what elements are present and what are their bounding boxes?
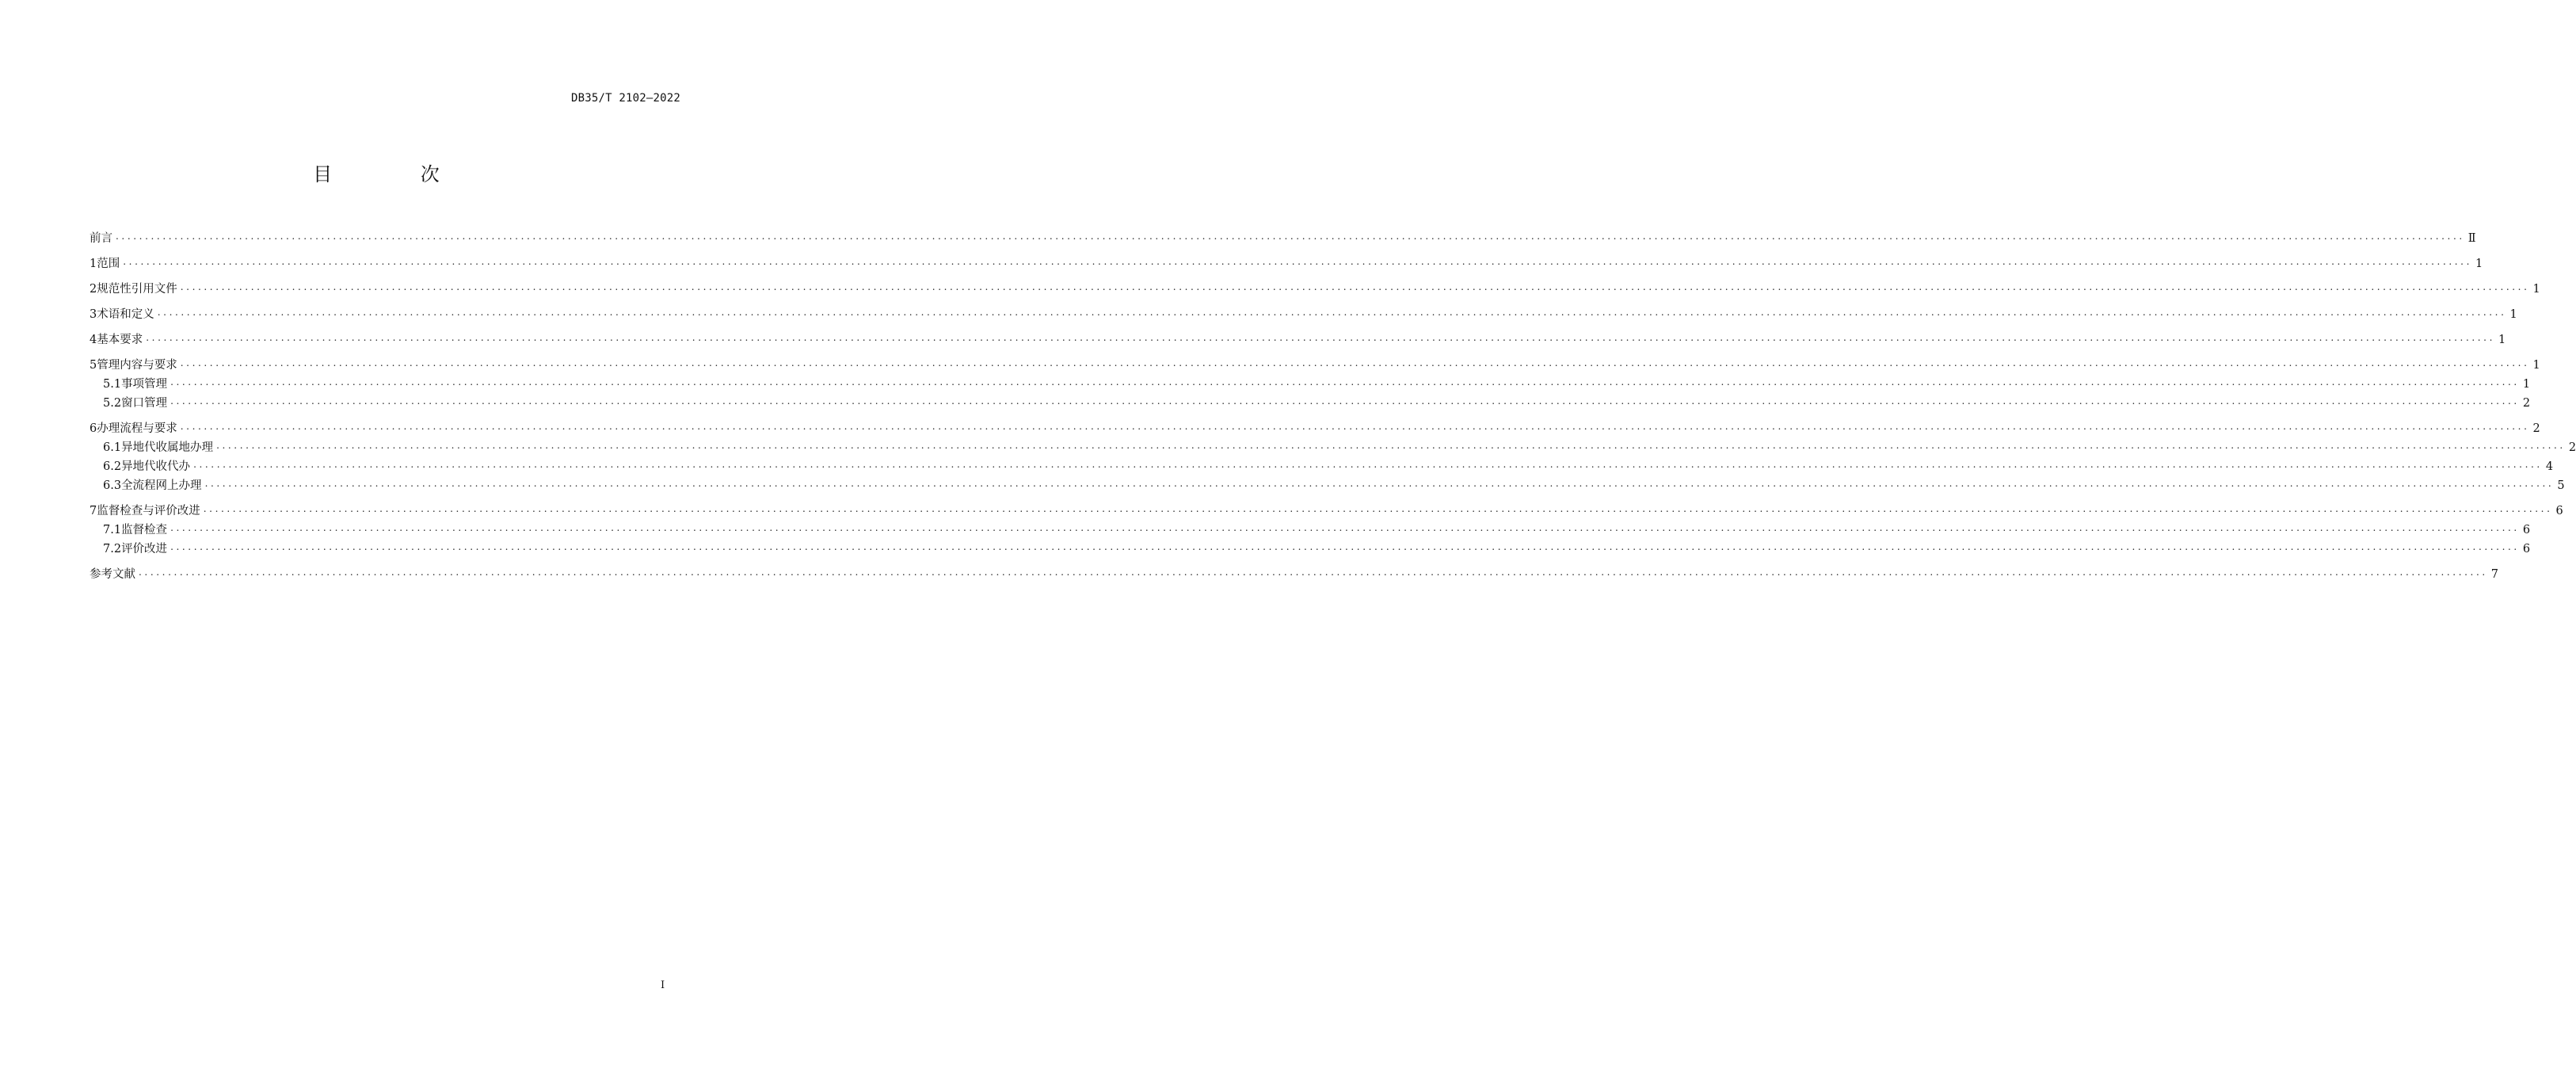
toc-entry-title: 参考文献 <box>90 568 135 581</box>
toc-entry-page: 6 <box>2522 524 2531 536</box>
toc-dot-leader: ................................................................................................................................................................................................................................................................................................................................................................................................................ <box>170 395 2520 407</box>
toc-entry[interactable] <box>90 418 2540 436</box>
toc-entry[interactable] <box>90 393 2531 410</box>
toc-entry[interactable] <box>90 279 2540 296</box>
toc-entry[interactable] <box>90 374 2531 391</box>
toc-entry[interactable] <box>90 437 2576 455</box>
toc-dot-leader: ................................................................................................................................................................................................................................................................................................................................................................................................................ <box>180 281 2530 292</box>
toc-entry-title: 窗口管理 <box>121 397 168 410</box>
toc-entry[interactable] <box>90 355 2540 372</box>
toc-entry-number: 2 <box>90 283 97 296</box>
toc-entry-title: 异地代收代办 <box>121 460 191 473</box>
toc-entry-page: 5 <box>2557 479 2565 492</box>
toc-entry-number: 1 <box>90 258 97 270</box>
toc-entry-number: 6.3 <box>103 479 122 492</box>
toc-entry-title: 异地代收属地办理 <box>121 441 214 454</box>
toc-entry-number: 4 <box>90 334 97 346</box>
toc-dot-leader: ................................................................................................................................................................................................................................................................................................................................................................................................................ <box>203 503 2553 514</box>
toc-entry[interactable] <box>90 330 2506 347</box>
toc-dot-leader: ................................................................................................................................................................................................................................................................................................................................................................................................................ <box>180 357 2530 368</box>
toc-entry-number: 6.1 <box>103 441 122 454</box>
toc-entry-page: 1 <box>2509 308 2517 321</box>
toc-entry-number: 7 <box>90 505 97 517</box>
toc-dot-leader: ................................................................................................................................................................................................................................................................................................................................................................................................................ <box>170 522 2520 533</box>
toc-entry-title: 监督检查与评价改进 <box>97 505 200 517</box>
toc-entry-page: 6 <box>2522 543 2531 555</box>
toc-entry-number: 7.2 <box>103 543 122 555</box>
toc-entry-title: 全流程网上办理 <box>121 479 202 492</box>
toc-dot-leader: ................................................................................................................................................................................................................................................................................................................................................................................................................ <box>139 567 2488 578</box>
toc-entry-title: 管理内容与要求 <box>97 359 177 372</box>
toc-entry-number: 5 <box>90 359 97 372</box>
toc-entry[interactable] <box>90 520 2531 537</box>
toc-entry-page: 1 <box>2532 283 2540 296</box>
toc-entry[interactable] <box>90 564 2499 582</box>
toc-entry-title: 前言 <box>90 232 112 245</box>
toc-entry[interactable] <box>90 304 2517 322</box>
toc-entry-title: 术语和定义 <box>97 308 154 321</box>
toc-dot-leader: ................................................................................................................................................................................................................................................................................................................................................................................................................ <box>193 459 2543 470</box>
table-of-contents <box>90 228 2576 582</box>
toc-entry-number: 7.1 <box>103 524 122 536</box>
toc-entry-page: 6 <box>2555 505 2563 517</box>
toc-dot-leader: ................................................................................................................................................................................................................................................................................................................................................................................................................ <box>216 440 2566 451</box>
toc-entry-page: 7 <box>2490 568 2499 581</box>
document-code: DB35/T 2102—2022 <box>570 92 680 105</box>
toc-entry-title: 基本要求 <box>97 334 143 346</box>
toc-entry-page: Ⅱ <box>2467 232 2476 245</box>
toc-entry-page: 2 <box>2568 441 2576 454</box>
toc-title: 目 次 <box>313 163 481 185</box>
toc-entry[interactable] <box>90 539 2531 556</box>
toc-entry-page: 2 <box>2522 397 2531 410</box>
toc-entry-title: 监督检查 <box>121 524 168 536</box>
toc-entry-number: 6.2 <box>103 460 122 473</box>
toc-dot-leader: ................................................................................................................................................................................................................................................................................................................................................................................................................ <box>157 307 2507 318</box>
toc-entry-number: 3 <box>90 308 97 321</box>
toc-entry-page: 2 <box>2532 422 2540 435</box>
toc-dot-leader: ................................................................................................................................................................................................................................................................................................................................................................................................................ <box>180 421 2530 432</box>
toc-dot-leader: ................................................................................................................................................................................................................................................................................................................................................................................................................ <box>170 376 2520 387</box>
toc-entry-title: 范围 <box>97 258 120 270</box>
toc-entry[interactable] <box>90 475 2565 493</box>
toc-entry-title: 事项管理 <box>121 378 168 391</box>
toc-entry-page: 4 <box>2545 460 2554 473</box>
toc-entry-number: 6 <box>90 422 97 435</box>
toc-entry-title: 办理流程与要求 <box>97 422 177 435</box>
toc-dot-leader: ................................................................................................................................................................................................................................................................................................................................................................................................................ <box>123 256 2473 267</box>
toc-entry[interactable] <box>90 456 2554 474</box>
page-number: I <box>661 979 665 991</box>
toc-entry-page: 1 <box>2532 359 2540 372</box>
toc-entry-title: 规范性引用文件 <box>97 283 177 296</box>
toc-entry-page: 1 <box>2498 334 2506 346</box>
toc-entry-number: 5.2 <box>103 397 122 410</box>
toc-dot-leader: ................................................................................................................................................................................................................................................................................................................................................................................................................ <box>146 332 2496 343</box>
toc-entry[interactable] <box>90 501 2563 518</box>
toc-entry[interactable] <box>90 254 2483 271</box>
toc-dot-leader: ................................................................................................................................................................................................................................................................................................................................................................................................................ <box>116 231 2465 242</box>
toc-entry-page: 1 <box>2475 258 2483 270</box>
toc-entry[interactable] <box>90 228 2476 246</box>
toc-entry-page: 1 <box>2522 378 2531 391</box>
toc-entry-title: 评价改进 <box>121 543 168 555</box>
toc-entry-number: 5.1 <box>103 378 122 391</box>
toc-dot-leader: ................................................................................................................................................................................................................................................................................................................................................................................................................ <box>170 541 2520 552</box>
toc-dot-leader: ................................................................................................................................................................................................................................................................................................................................................................................................................ <box>204 478 2555 489</box>
